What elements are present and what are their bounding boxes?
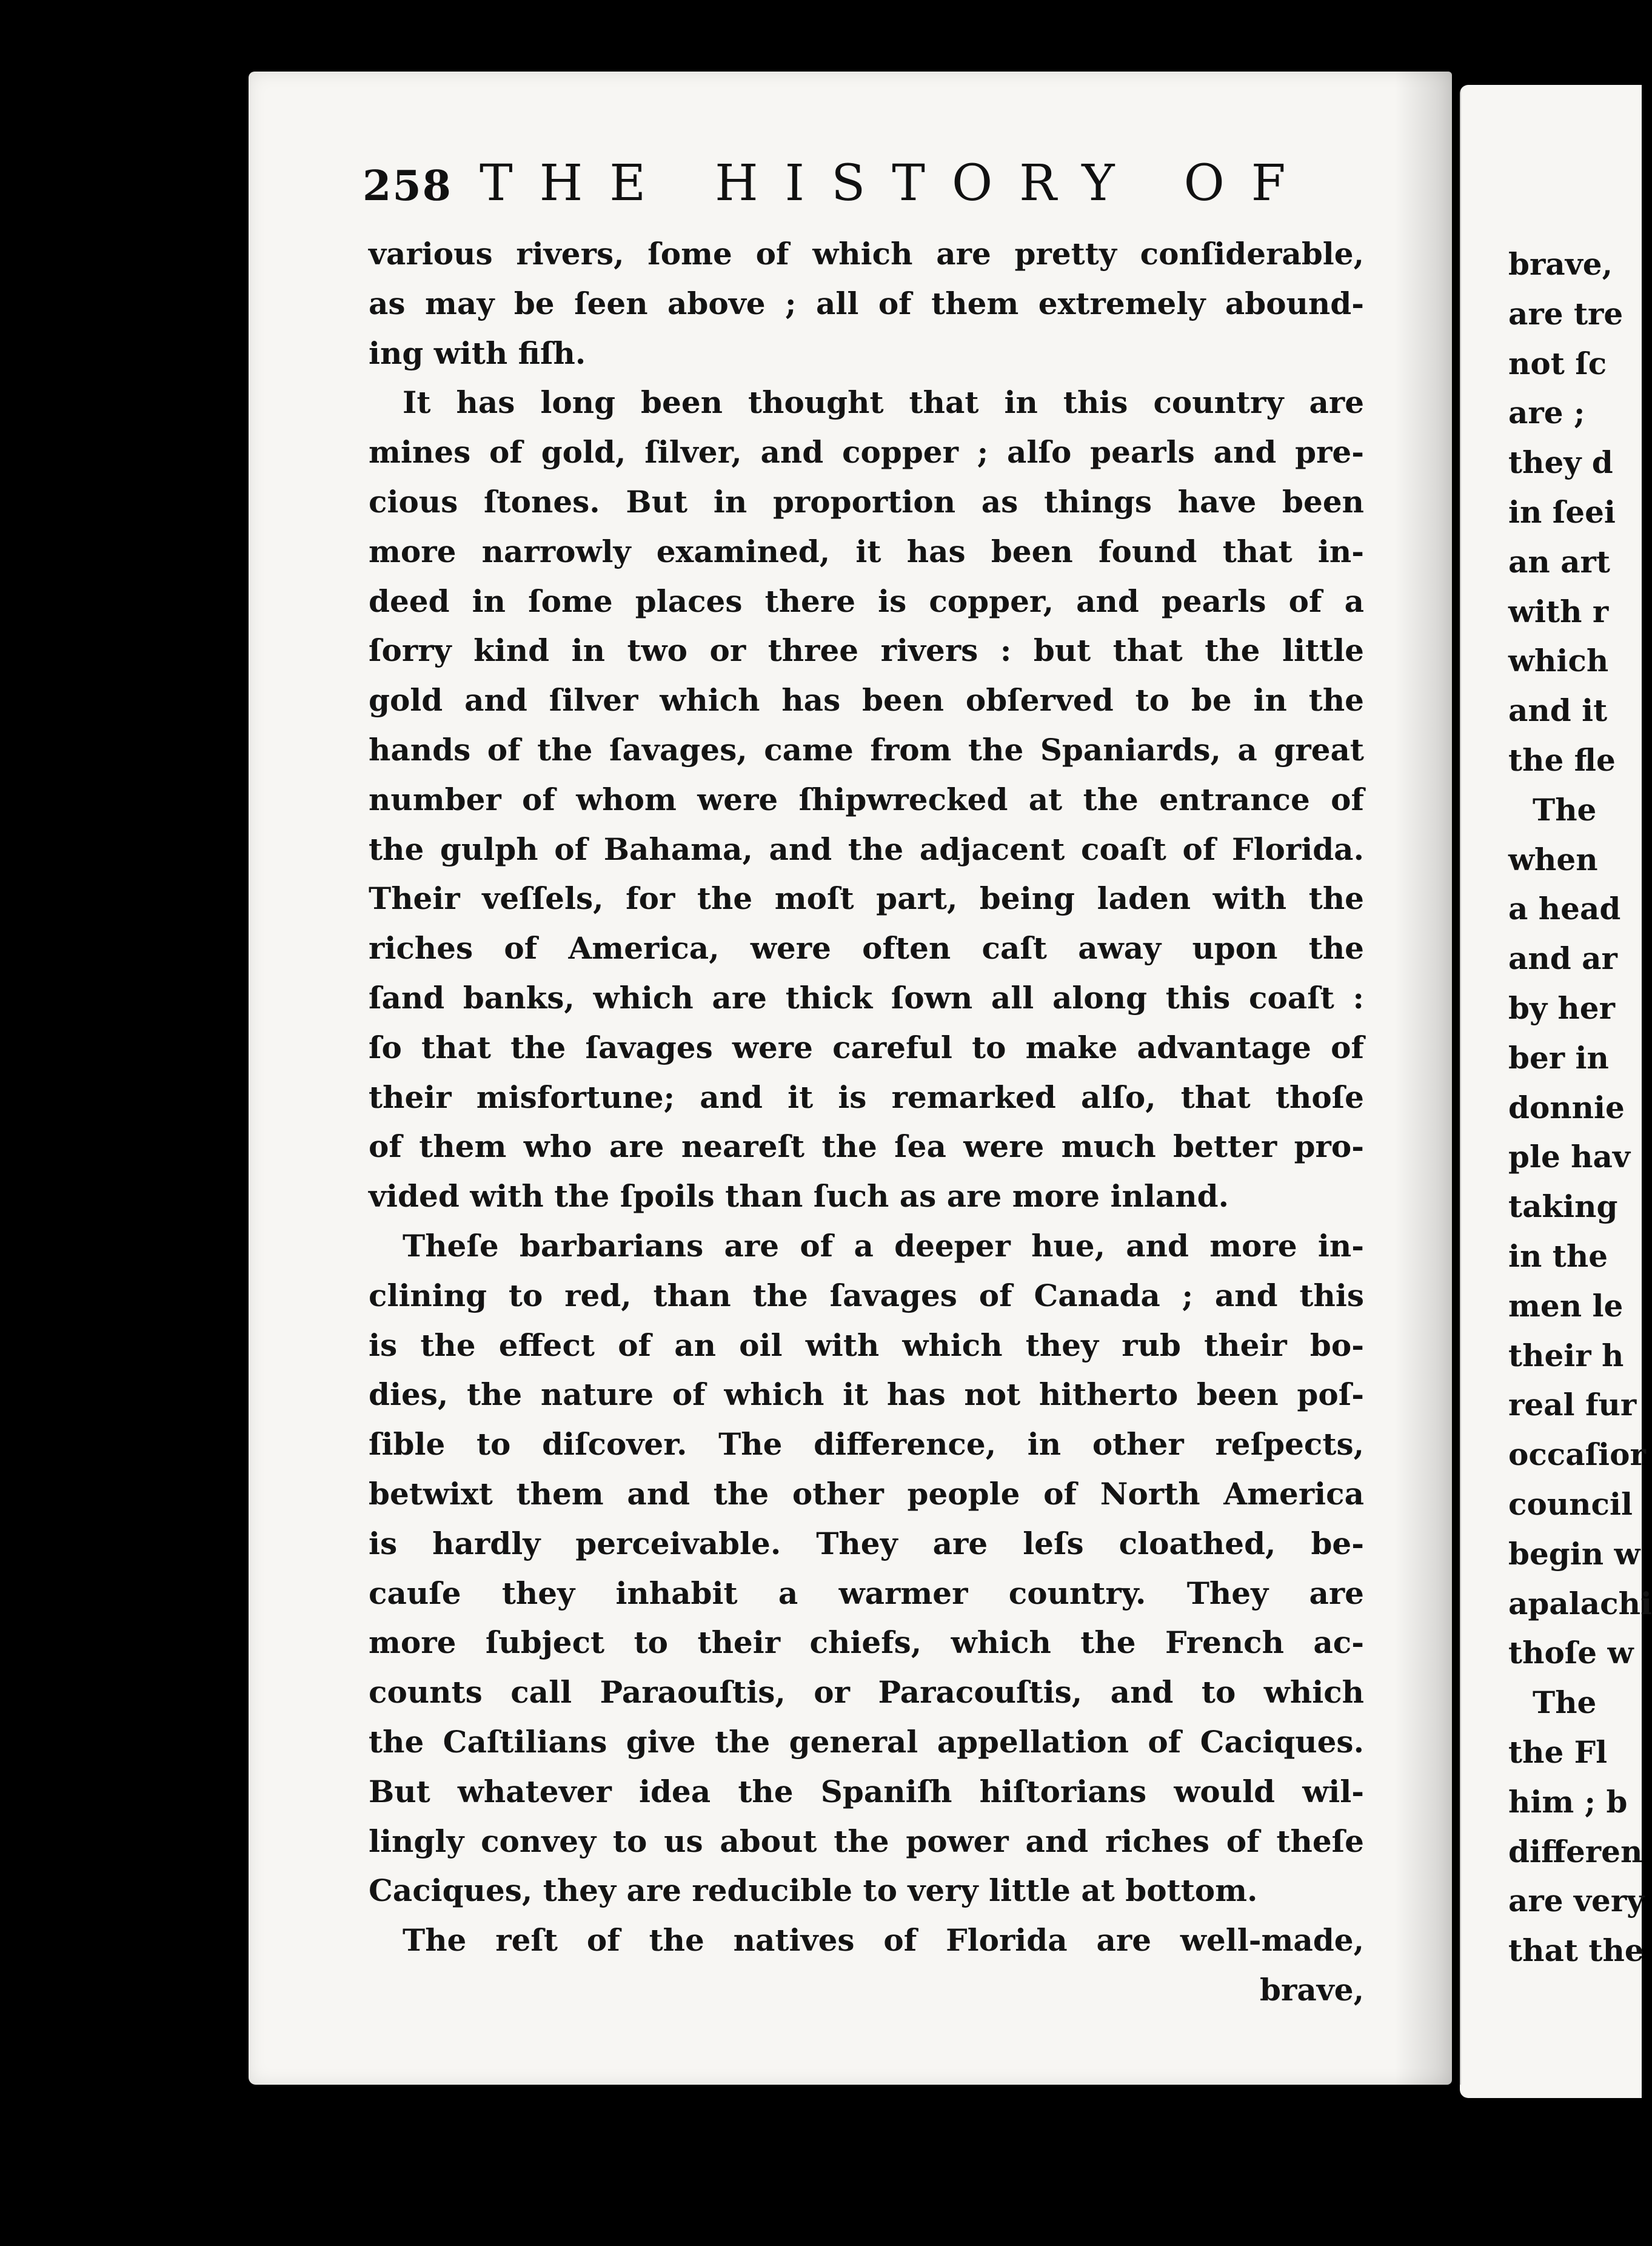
text-line: real fur [1508,1387,1637,1423]
running-title: THE HISTORY OF [480,155,1313,212]
text-line: of them who are neareſt the ſea were much better pro- [369,1128,1364,1165]
text-line: deed in ſome places there is copper, and pearls of a [369,583,1364,619]
text-line: the fle [1508,742,1616,778]
text-line: riches of America, were often caſt away upon the [369,930,1364,967]
text-line: thoſe w [1508,1635,1634,1671]
text-line: council [1508,1486,1633,1522]
text-line: more ſubject to their chiefs, which the French ac- [369,1624,1364,1661]
text-line: begin w [1508,1535,1640,1572]
text-line: differen [1508,1833,1643,1869]
text-line: in the [1508,1238,1608,1274]
right-page-fragment [1508,240,1652,1976]
text-line: they d [1508,444,1613,481]
text-line: not ſc [1508,345,1607,381]
text-line: in ſeei [1508,494,1616,530]
text-line: The [1533,791,1597,828]
text-line: counts call Paraouſtis, or Paracouſtis, and to which [369,1674,1364,1711]
text-line: and ar [1508,940,1617,977]
running-head [363,155,1333,221]
page-number: 258 [363,162,452,210]
text-line: a head [1508,891,1621,927]
text-line: ple hav [1508,1139,1630,1175]
text-line: their misfortune; and it is remarked alſo, that thoſe [369,1079,1364,1115]
text-line: when [1508,841,1598,877]
text-line: is hardly perceivable. They are leſs cloathed, be- [369,1525,1364,1561]
text-line: clining to red, than the ſavages of Canada ; and this [369,1277,1364,1313]
text-line: The [1533,1684,1597,1721]
text-line: men le [1508,1287,1624,1324]
text-line: betwixt them and the other people of North America [369,1475,1364,1512]
text-line: their h [1508,1337,1624,1373]
text-line: ing with fiſh. [369,335,586,371]
text-line: which [1508,643,1609,679]
text-line: occaſior [1508,1436,1646,1473]
text-line: him ; b [1508,1783,1628,1820]
text-line: with r [1508,593,1609,629]
text-line: ſible to diſcover. The difference, in other reſpects, [369,1426,1364,1463]
text-line: gold and ſilver which has been obſerved to be in the [369,682,1364,719]
text-line: more narrowly examined, it has been found that in- [369,533,1364,569]
text-line: But whatever idea the Spaniſh hiſtorians would wil- [369,1773,1364,1809]
text-line: the Caſtilians give the general appellation of Caciques. [369,1723,1364,1760]
text-line: It has long been thought that in this country are [403,384,1364,421]
text-line: cauſe they inhabit a warmer country. They are [369,1575,1364,1611]
text-line: dies, the nature of which it has not hitherto been poſ- [369,1376,1364,1413]
text-line: cious ſtones. But in proportion as things have been [369,483,1364,520]
text-line: that the [1508,1933,1644,1969]
text-line: The reſt of the natives of Florida are well-made, [403,1922,1364,1959]
text-line: are ; [1508,395,1585,431]
text-line: various rivers, ſome of which are pretty conſiderable, [369,236,1364,272]
text-line: as may be ſeen above ; all of them extremely abound- [369,285,1364,321]
text-line: apalachi [1508,1585,1652,1621]
text-line: donnie [1508,1089,1625,1125]
text-line: Their veſſels, for the moſt part, being laden with the [369,880,1364,917]
text-line: Theſe barbarians are of a deeper hue, and more in- [403,1227,1364,1264]
text-line: hands of the ſavages, came from the Spaniards, a great [369,731,1364,768]
text-line: an art [1508,543,1610,580]
text-line: the Fl [1508,1734,1608,1770]
text-line: and it [1508,692,1608,729]
text-line: ſo that the ſavages were careful to make advantage of [369,1029,1364,1065]
text-line: ſorry kind in two or three rivers : but that the little [369,632,1364,669]
text-line: by her [1508,990,1615,1026]
text-line: ſand banks, which are thick ſown all along this coaſt : [369,979,1364,1016]
text-line: lingly convey to us about the power and riches of theſe [369,1823,1364,1859]
text-line: Caciques, they are reducible to very little at bottom. [369,1872,1258,1909]
text-line: the gulph of Bahama, and the adjacent coaſt of Florida. [369,831,1364,867]
text-line: vided with the ſpoils than ſuch as are more inland. [369,1178,1229,1215]
text-line: number of whom were ſhipwrecked at the entrance of [369,781,1364,817]
text-line: is the effect of an oil with which they rub their bo- [369,1327,1364,1363]
text-line: brave, [1508,246,1613,282]
text-line: mines of gold, ſilver, and copper ; alſo pearls and pre- [369,434,1364,471]
text-line: are tre [1508,295,1624,332]
left-page-body [369,229,1364,2015]
text-line: are very [1508,1883,1645,1919]
text-line: ber in [1508,1039,1609,1076]
text-line: taking [1508,1188,1618,1225]
catchword: brave, [1260,1971,1364,2008]
